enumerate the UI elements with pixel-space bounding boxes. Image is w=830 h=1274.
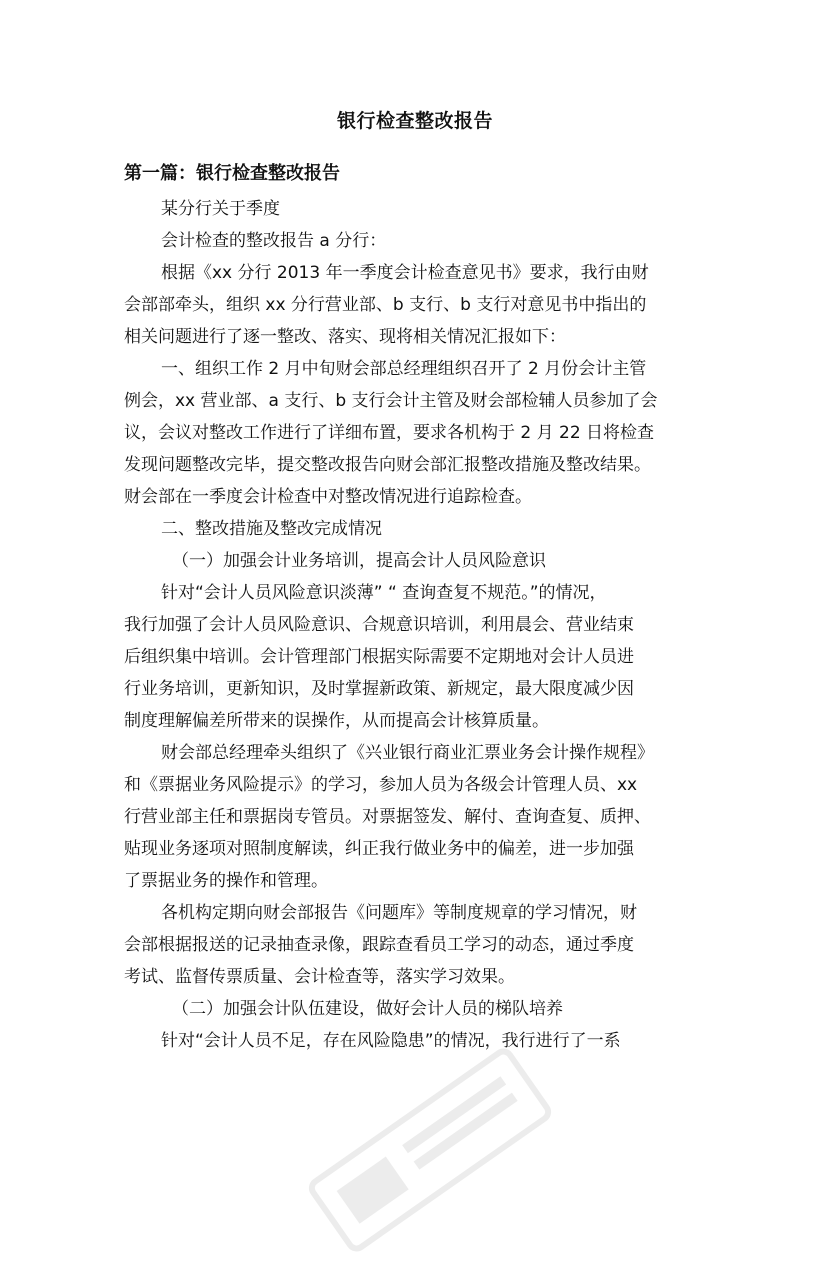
text-line: （一）加强会计业务培训，提高会计人员风险意识	[172, 551, 546, 571]
text-line: 二、整改措施及整改完成情况	[161, 519, 382, 539]
document-body	[124, 193, 714, 1057]
document-title: 银行检查整改报告	[336, 110, 493, 132]
watermark-icon	[289, 1026, 571, 1273]
text-line: 针对“会计人员不足，存在风险隐患”的情况，我行进行了一系	[161, 1031, 621, 1051]
text-line: 贴现业务逐项对照制度解读，纠正我行做业务中的偏差，进一步加强	[124, 839, 634, 859]
text-line: 后组织集中培训。会计管理部门根据实际需要不定期地对会计人员进	[124, 647, 634, 667]
text-line: 根据《xx 分行 2013 年一季度会计检查意见书》要求，我行由财	[161, 263, 649, 283]
text-line: 行业务培训，更新知识，及时掌握新政策、新规定，最大限度减少因	[124, 679, 634, 699]
text-line: （二）加强会计队伍建设，做好会计人员的梯队培养	[172, 999, 563, 1019]
text-line: 会计检查的整改报告 a 分行：	[161, 231, 387, 251]
text-line: 议，会议对整改工作进行了详细布置，要求各机构于 2 月 22 日将检查	[124, 423, 655, 443]
section-heading: 第一篇：银行检查整改报告	[124, 163, 340, 184]
text-line: 制度理解偏差所带来的误操作，从而提高会计核算质量。	[124, 711, 549, 731]
text-line: 考试、监督传票质量、会计检查等，落实学习效果。	[124, 967, 515, 987]
text-line: 会部部牵头，组织 xx 分行营业部、b 支行、b 支行对意见书中指出的	[124, 295, 647, 315]
text-line: 一、组织工作 2 月中旬财会部总经理组织召开了 2 月份会计主管	[161, 359, 647, 379]
text-line: 了票据业务的操作和管理。	[124, 871, 328, 891]
text-line: 某分行关于季度	[161, 199, 280, 219]
text-line: 发现问题整改完毕，提交整改报告向财会部汇报整改措施及整改结果。	[124, 455, 651, 475]
text-line: 针对“会计人员风险意识淡薄” “ 查询查复不规范。”的情况，	[161, 583, 607, 603]
text-line: 会部根据报送的记录抽查录像，跟踪查看员工学习的动态，通过季度	[124, 935, 634, 955]
text-line: 和《票据业务风险提示》的学习，参加人员为各级会计管理人员、xx	[124, 775, 638, 795]
text-line: 我行加强了会计人员风险意识、合规意识培训，利用晨会、营业结束	[124, 615, 634, 635]
text-line: 各机构定期向财会部报告《问题库》等制度规章的学习情况，财	[161, 903, 637, 923]
text-line: 行营业部主任和票据岗专管员。对票据签发、解付、查询查复、质押、	[124, 807, 651, 827]
text-line: 相关问题进行了逐一整改、落实、现将相关情况汇报如下：	[124, 327, 566, 347]
text-line: 财会部总经理牵头组织了《兴业银行商业汇票业务会计操作规程》	[161, 743, 654, 763]
text-line: 例会，xx 营业部、a 支行、b 支行会计主管及财会部检辅人员参加了会	[124, 391, 658, 411]
text-line: 财会部在一季度会计检查中对整改情况进行追踪检查。	[124, 487, 532, 507]
